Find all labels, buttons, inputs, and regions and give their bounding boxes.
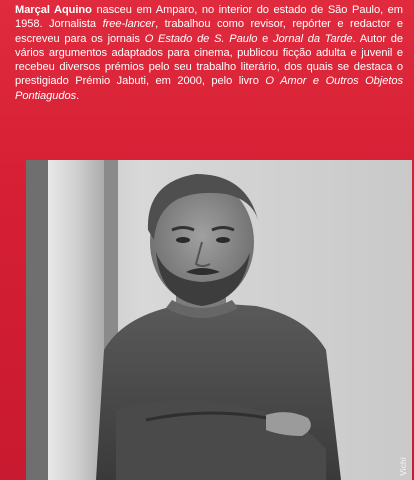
bio-text-5: .	[76, 89, 80, 102]
bio-italic-newspaper-2: Jornal da Tarde	[273, 32, 353, 45]
bio-italic-newspaper-1: O Estado de S. Paulo	[144, 32, 258, 45]
bio-text-2: , trabalhou como revisor, repórter e redactor e escreveu para os jornais	[15, 18, 403, 45]
bio-text-1: nasceu em Amparo, no interior do estado de São Paulo, em 1958. Jornalista	[15, 4, 403, 31]
author-name: Marçal Aquino	[15, 4, 92, 16]
author-biography	[15, 3, 403, 103]
bio-italic-book-title: O Amor e Outros Objetos Pontiagudos	[15, 75, 403, 102]
photo-credit: Vichi	[399, 457, 408, 476]
bio-italic-freelancer: free-lancer	[102, 18, 156, 31]
author-photo	[26, 160, 412, 480]
author-portrait-illustration	[26, 160, 412, 480]
bio-text-3: e	[257, 32, 274, 45]
bio-text-4: . Autor de vários argumentos adaptados para cinema, publicou ficção adulta e juvenil e recebeu diversos prémios pelo seu trabalho literário, dos quais se destaca o prestigiado Prémio Jabuti, em 2000, pelo livro	[15, 32, 403, 88]
